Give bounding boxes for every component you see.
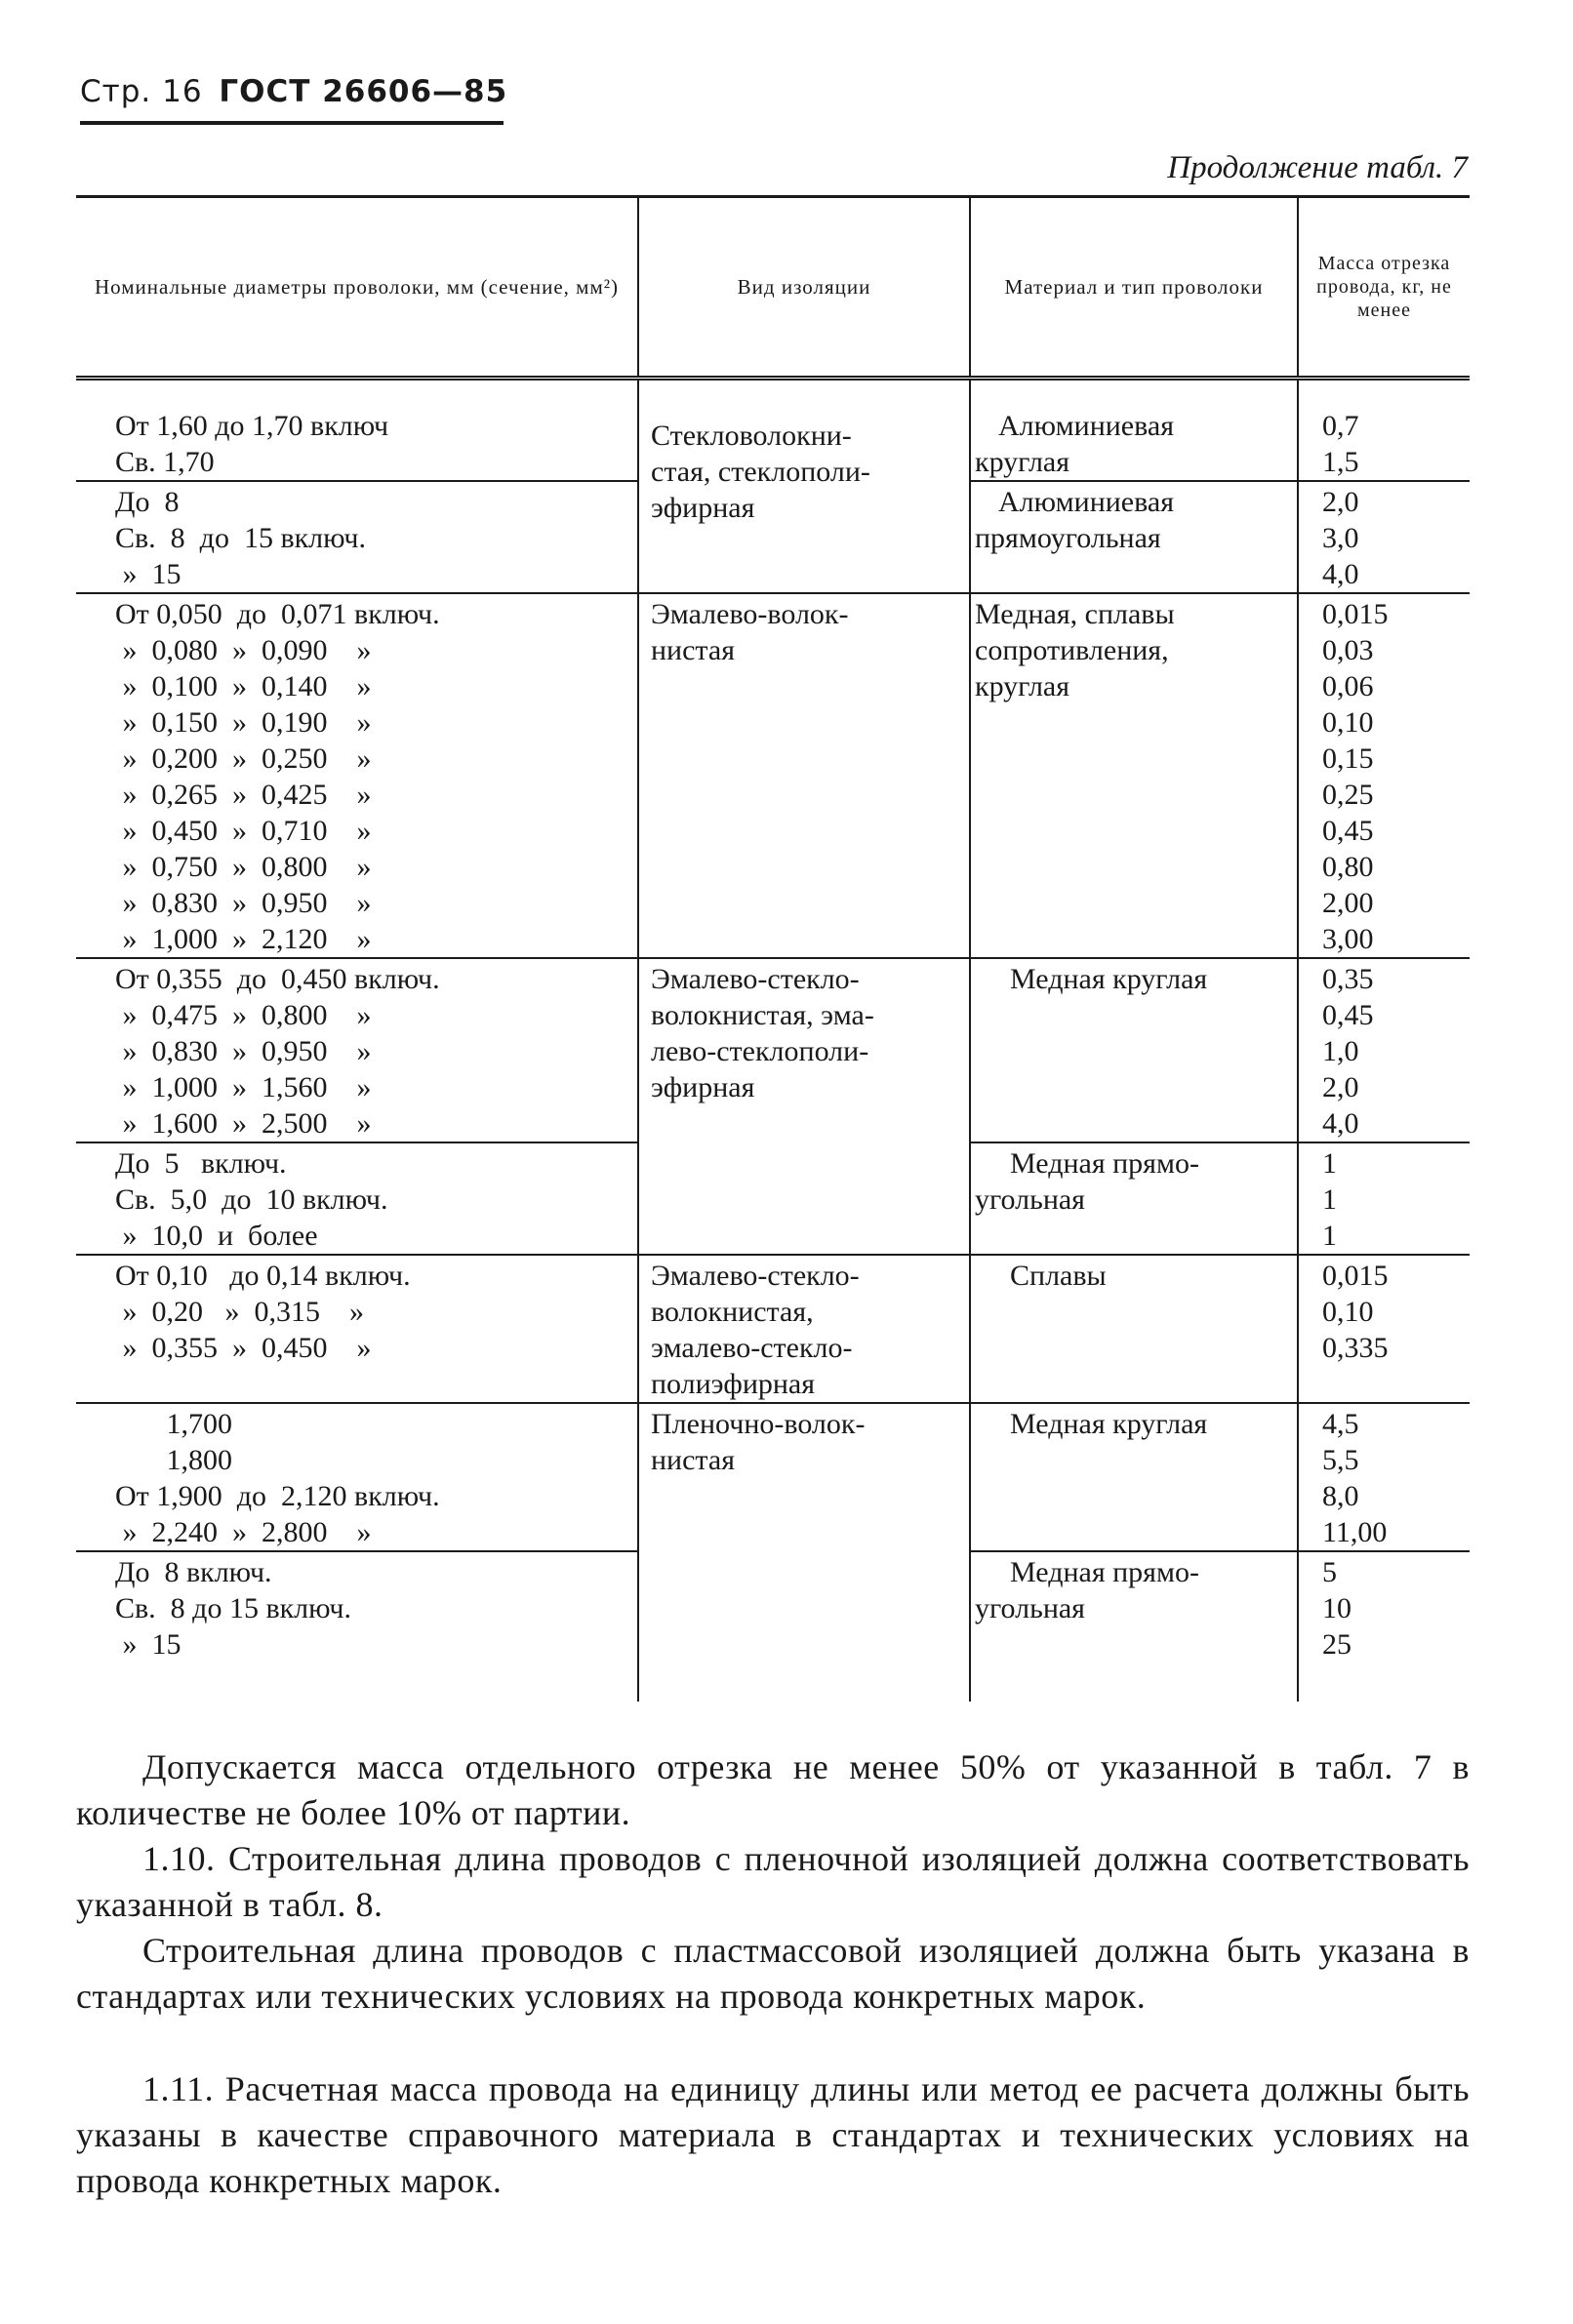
page-label: Стр. 16 (80, 74, 203, 109)
insulation-text: Стекловолокни- стая, стеклополи- эфирная (651, 420, 870, 524)
mass-cell (1298, 379, 1470, 482)
standard-number: ГОСТ 26606—85 (219, 74, 508, 109)
table-row (76, 1403, 1470, 1551)
diameter-line: 1,800 (115, 1444, 232, 1476)
paragraph-mass-tolerance (76, 1744, 1470, 1836)
mass-cell (1298, 481, 1470, 593)
diameter-cell (76, 1403, 638, 1551)
mass-value: 0,06 (1322, 670, 1374, 702)
mass-value: 4,5 (1322, 1408, 1359, 1440)
diameter-line: » 0,265 » 0,425 » (115, 779, 372, 811)
diameter-line: Св. 8 до 15 включ. (115, 522, 367, 554)
mass-value: 0,10 (1322, 706, 1374, 739)
mass-cell (1298, 958, 1470, 1142)
diameter-line: » 0,750 » 0,800 » (115, 851, 372, 883)
diameter-line: Св. 1,70 (115, 446, 215, 478)
diameter-line: » 1,000 » 1,560 » (115, 1071, 372, 1103)
diameter-line: Св. 8 до 15 включ. (115, 1592, 352, 1624)
table-row (76, 1255, 1470, 1403)
diameter-line: От 1,900 до 2,120 включ. (115, 1480, 440, 1512)
material-cell (970, 1403, 1298, 1551)
material-line: Медная круглая (1010, 1408, 1208, 1440)
diameter-line: От 0,10 до 0,14 включ. (115, 1260, 411, 1292)
mass-value: 2,0 (1322, 1071, 1359, 1103)
paragraph-1-11 (76, 2066, 1470, 2204)
diameter-line: До 5 включ. (115, 1147, 287, 1180)
insulation-text: Эмалево-стекло- волокнистая, эма- лево-стеклополи- эфирная (651, 963, 874, 1103)
insulation-text: Эмалево-волок- нистая (651, 598, 849, 666)
diameter-line: До 8 включ. (115, 1556, 272, 1588)
material-line: круглая (975, 670, 1070, 702)
mass-value: 0,03 (1322, 634, 1374, 666)
diameter-line: От 0,050 до 0,071 включ. (115, 598, 440, 630)
material-line: Сплавы (1010, 1260, 1107, 1292)
mass-value: 3,0 (1322, 522, 1359, 554)
diameter-line: » 0,355 » 0,450 » (115, 1332, 372, 1364)
diameter-line: » 0,20 » 0,315 » (115, 1296, 364, 1328)
material-line: Алюминиевая (998, 410, 1174, 442)
table-header-row (76, 197, 1470, 379)
diameter-line: 1,700 (115, 1408, 232, 1440)
paragraph-plastic-insulation (76, 1928, 1470, 2020)
mass-value: 0,80 (1322, 851, 1374, 883)
mass-value: 0,015 (1322, 1260, 1389, 1292)
mass-cell (1298, 1142, 1470, 1255)
diameter-cell (76, 481, 638, 593)
insulation-cell (638, 1255, 970, 1403)
insulation-cell (638, 958, 970, 1255)
material-cell (970, 379, 1298, 482)
mass-value: 1,5 (1322, 446, 1359, 478)
paragraph-1-10 (76, 1836, 1470, 1928)
diameter-line: » 0,475 » 0,800 » (115, 999, 372, 1031)
diameter-cell (76, 1255, 638, 1403)
mass-cell (1298, 1255, 1470, 1403)
header-rule (80, 121, 504, 125)
paragraph-text: Допускается масса отдельного отрезка не менее 50% от указанной в табл. 7 в количестве не более 10% от партии. (76, 1747, 1470, 1832)
diameter-line: » 0,830 » 0,950 » (115, 1035, 372, 1067)
mass-value: 0,45 (1322, 815, 1374, 847)
diameter-line: » 1,600 » 2,500 » (115, 1107, 372, 1140)
insulation-cell (638, 1403, 970, 1702)
mass-value: 8,0 (1322, 1480, 1359, 1512)
diameter-line: » 0,150 » 0,190 » (115, 706, 372, 739)
diameter-cell (76, 1142, 638, 1255)
material-line: сопротивления, (975, 634, 1169, 666)
diameter-line: От 1,60 до 1,70 включ (115, 410, 389, 442)
mass-value: 3,00 (1322, 923, 1374, 955)
diameter-line: » 0,080 » 0,090 » (115, 634, 372, 666)
material-cell (970, 593, 1298, 958)
mass-value: 0,015 (1322, 598, 1389, 630)
paragraph-text: 1.10. Строительная длина проводов с пленочной изоляцией должна соответствовать указанной в табл. 8. (76, 1839, 1470, 1924)
mass-value: 0,15 (1322, 742, 1374, 775)
material-cell (970, 1255, 1298, 1403)
mass-value: 4,0 (1322, 558, 1359, 590)
mass-cell (1298, 1551, 1470, 1702)
diameter-line: » 0,450 » 0,710 » (115, 815, 372, 847)
mass-value: 5 (1322, 1556, 1337, 1588)
table-row (76, 593, 1470, 958)
mass-value: 5,5 (1322, 1444, 1359, 1476)
diameter-line: » 0,830 » 0,950 » (115, 887, 372, 919)
table-row (76, 379, 1470, 482)
col-header-diameter: Номинальные диаметры проволоки, мм (сечение, мм²) (76, 197, 638, 379)
diameter-line: От 0,355 до 0,450 включ. (115, 963, 440, 995)
diameter-line: До 8 (115, 486, 180, 518)
col-header-mass: Масса отрезка провода, кг, не менее (1298, 197, 1470, 379)
diameter-line: » 1,000 » 2,120 » (115, 923, 372, 955)
material-line: Медная прямо- (1010, 1556, 1199, 1588)
mass-value: 1,0 (1322, 1035, 1359, 1067)
material-line: круглая (975, 446, 1070, 478)
table-row (76, 958, 1470, 1142)
mass-value: 0,7 (1322, 410, 1359, 442)
insulation-cell (638, 593, 970, 958)
running-head (80, 74, 507, 109)
mass-cell (1298, 593, 1470, 958)
diameter-line: » 15 (115, 558, 182, 590)
mass-value: 2,00 (1322, 887, 1374, 919)
material-line: Алюминиевая (998, 486, 1174, 518)
diameter-line: Св. 5,0 до 10 включ. (115, 1183, 388, 1216)
table-continuation-label: Продолжение табл. 7 (1167, 150, 1468, 185)
diameter-line: » 15 (115, 1628, 182, 1661)
material-cell (970, 1142, 1298, 1255)
mass-value: 1 (1322, 1220, 1337, 1252)
diameter-cell (76, 958, 638, 1142)
material-line: угольная (975, 1183, 1085, 1216)
table-7 (76, 195, 1470, 1702)
mass-value: 0,335 (1322, 1332, 1389, 1364)
insulation-cell (638, 379, 970, 594)
paragraph-text: Строительная длина проводов с пластмассовой изоляцией должна быть указана в стандартах или технических условиях на провода конкретных марок. (76, 1931, 1470, 2016)
mass-value: 1 (1322, 1183, 1337, 1216)
mass-cell (1298, 1403, 1470, 1551)
mass-value: 0,35 (1322, 963, 1374, 995)
insulation-text: Эмалево-стекло- волокнистая, эмалево-стекло- полиэфирная (651, 1260, 860, 1400)
material-cell (970, 958, 1298, 1142)
mass-value: 0,45 (1322, 999, 1374, 1031)
mass-value: 1 (1322, 1147, 1337, 1180)
material-line: угольная (975, 1592, 1085, 1624)
diameter-cell (76, 593, 638, 958)
mass-value: 4,0 (1322, 1107, 1359, 1140)
diameter-cell (76, 1551, 638, 1702)
mass-value: 25 (1322, 1628, 1351, 1661)
material-line: Медная, сплавы (975, 598, 1175, 630)
col-header-material: Материал и тип проволоки (970, 197, 1298, 379)
diameter-line: » 0,100 » 0,140 » (115, 670, 372, 702)
material-cell (970, 481, 1298, 593)
diameter-line: » 10,0 и более (115, 1220, 318, 1252)
material-line: Медная круглая (1010, 963, 1208, 995)
mass-value: 10 (1322, 1592, 1351, 1624)
diameter-line: » 0,200 » 0,250 » (115, 742, 372, 775)
mass-value: 2,0 (1322, 486, 1359, 518)
diameter-line: » 2,240 » 2,800 » (115, 1516, 372, 1548)
material-line: прямоугольная (975, 522, 1161, 554)
mass-value: 0,25 (1322, 779, 1374, 811)
wire-mass-table (76, 195, 1470, 1702)
paragraph-text: 1.11. Расчетная масса провода на единицу длины или метод ее расчета должны быть указаны в качестве справочного материала в стандартах и технических условиях на провода конкретных марок. (76, 2069, 1470, 2200)
material-cell (970, 1551, 1298, 1702)
diameter-cell (76, 379, 638, 482)
insulation-text: Пленочно-волок- нистая (651, 1408, 866, 1476)
mass-value: 0,10 (1322, 1296, 1374, 1328)
col-header-insulation: Вид изоляции (638, 197, 970, 379)
material-line: Медная прямо- (1010, 1147, 1199, 1180)
mass-value: 11,00 (1322, 1516, 1388, 1548)
